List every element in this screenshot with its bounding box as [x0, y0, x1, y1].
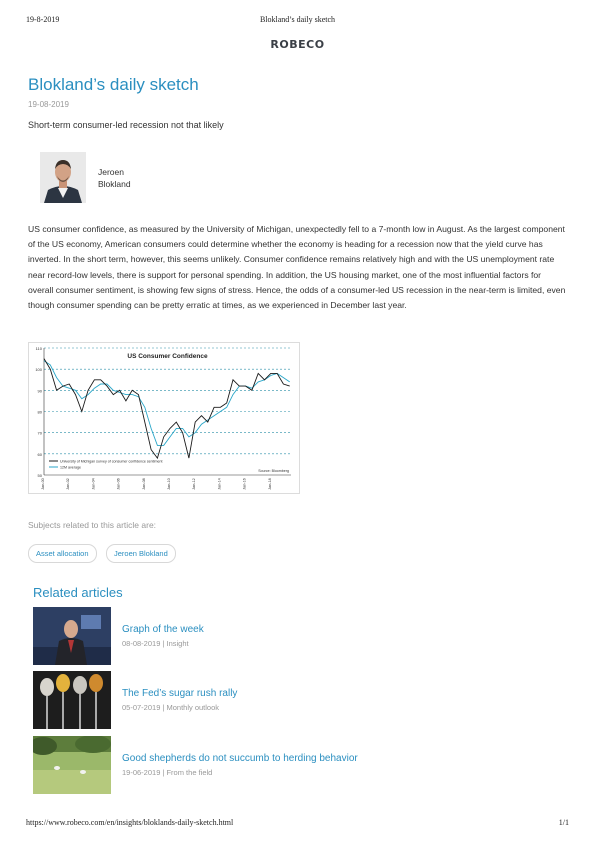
author-photo[interactable]	[40, 152, 86, 203]
speaker-photo-icon	[33, 607, 111, 665]
page-title: Blokland’s daily sketch	[28, 75, 199, 94]
publish-date: 19-08-2019	[28, 100, 69, 109]
chart-source: Source: Bloomberg	[258, 469, 289, 473]
page-number: 1/1	[558, 818, 569, 827]
x-tick-label: Jan-02	[66, 478, 71, 490]
x-tick-label: Jan-14	[217, 478, 222, 490]
x-tick-label: Jan-16	[242, 478, 247, 490]
print-doc-title: Blokland’s daily sketch	[259, 15, 336, 24]
consumer-confidence-chart	[28, 342, 300, 494]
article-thumbnail[interactable]	[33, 671, 111, 729]
x-tick-label: Jan-08	[141, 478, 146, 490]
related-article-meta: 05-07-2019 | Monthly outlook	[122, 703, 220, 712]
related-article-title[interactable]: Graph of the week	[122, 624, 204, 635]
author-portrait-icon	[40, 152, 86, 203]
x-tick-label: Jan-06	[116, 478, 121, 490]
y-tick-label: 70	[37, 430, 42, 436]
y-tick-label: 50	[37, 473, 42, 478]
legend-label: University of Michigan survey of consumer confidence sentiment	[60, 459, 163, 464]
spoons-photo-icon	[33, 671, 111, 729]
meadow-photo-icon	[33, 736, 111, 794]
article-subtitle: Short-term consumer-led recession not that likely	[28, 120, 224, 130]
x-tick-label: Jan-12	[192, 478, 197, 490]
author-first-name: Jeroen	[98, 167, 124, 177]
page-url[interactable]: https://www.robeco.com/en/insights/bloklands-daily-sketch.html	[26, 818, 234, 827]
author-last-name: Blokland	[98, 179, 131, 189]
article-thumbnail[interactable]	[33, 736, 111, 794]
y-tick-label: 60	[37, 451, 42, 457]
y-tick-label: 80	[37, 409, 42, 415]
x-tick-label: Jan-00	[41, 478, 45, 490]
chart-title: US Consumer Confidence	[127, 353, 208, 360]
robeco-logo[interactable]: ROBECO	[270, 38, 325, 51]
article-thumbnail[interactable]	[33, 607, 111, 665]
related-articles-heading: Related articles	[33, 585, 123, 600]
related-article-title[interactable]: Good shepherds do not succumb to herding behavior	[122, 753, 358, 764]
y-tick-label: 100	[35, 367, 42, 373]
related-article-meta: 19-06-2019 | From the field	[122, 768, 213, 777]
x-tick-label: Jan-18	[267, 478, 272, 490]
series-line	[44, 359, 290, 459]
legend-label: 12M average	[60, 465, 81, 470]
subject-tags	[28, 543, 181, 563]
y-tick-label: 110	[35, 346, 42, 351]
y-tick-label: 90	[37, 388, 42, 394]
subjects-label: Subjects related to this article are:	[28, 520, 157, 530]
tag-jeroen-blokland[interactable]: Jeroen Blokland	[106, 544, 176, 563]
article-body: US consumer confidence, as measured by the University of Michigan, unexpectedly fell to a 7-month low in August. As the largest component of the US economy, American consumers could determine whether the economy is heading for a recession now that the yield curve has inverted. In the short term, however, this seems unlikely. Consumer confidence remains relatively high and with the US unemployment rate near record-low levels, there is support for personal spending. In addition, the US housing market, one of the most influential factors for overall consumer sentiment, is showing few signs of stress. Hence, the odds of a consumer-led US recession in the near-term is limited, even though consumer spending can be pretty erratic at times, as we experienced in December last year.	[28, 224, 566, 311]
chart-svg	[29, 343, 299, 493]
tag-asset-allocation[interactable]: Asset allocation	[28, 544, 97, 563]
x-tick-label: Jan-10	[167, 478, 172, 490]
print-date: 19-8-2019	[26, 15, 60, 24]
x-tick-label: Jan-04	[91, 478, 96, 490]
related-article-title[interactable]: The Fed’s sugar rush rally	[122, 688, 238, 699]
author-name[interactable]	[98, 166, 131, 190]
related-article-meta: 08-08-2019 | Insight	[122, 639, 189, 648]
